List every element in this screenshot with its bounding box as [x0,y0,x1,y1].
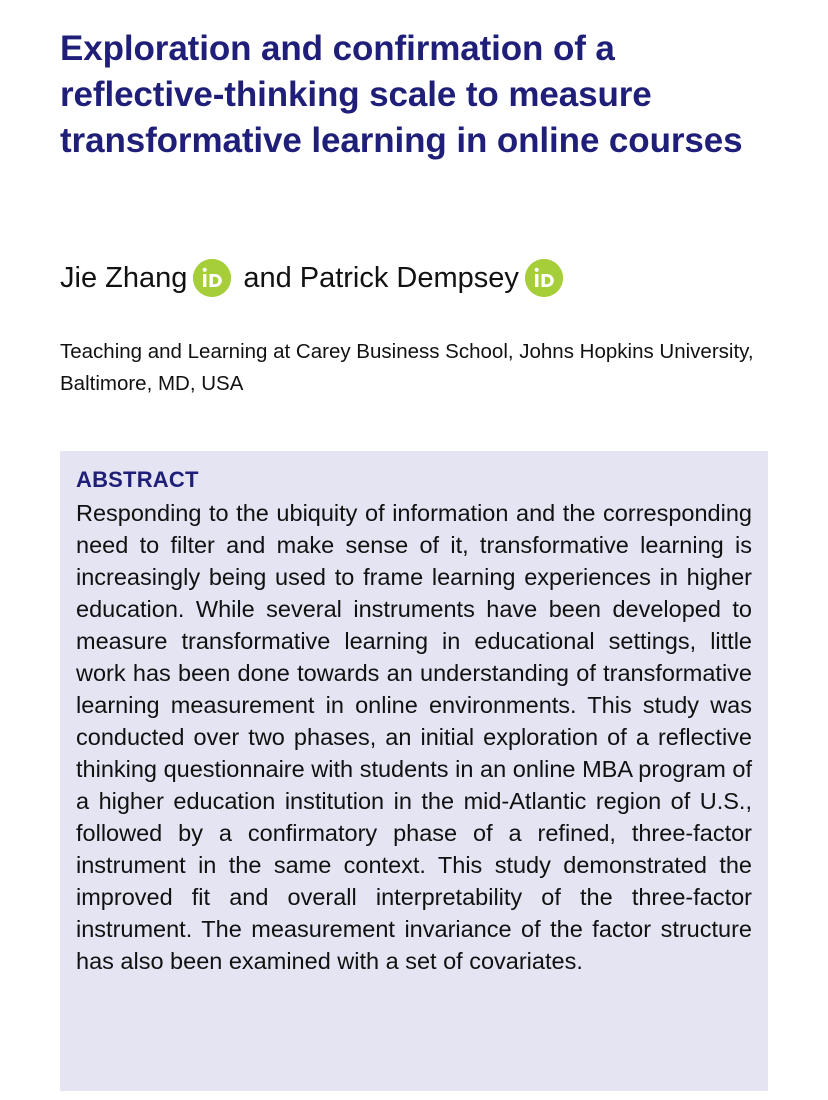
author-name-1: Jie Zhang [60,261,188,294]
abstract-body: Responding to the ubiquity of information and the corresponding need to filter and make sense of it, transformative learning is increasingly being used to frame learning experiences in higher education. While several instruments have been developed to measure transformative learning in educational settings, little work has been done towards an understanding of transformative learning measurement in online environments. This study was conducted over two phases, an initial exploration of a reflective thinking questionnaire with students in an online MBA program of a higher education institution in the mid-Atlantic region of U.S., followed by a confirmatory phase of a refined, three-factor instrument in the same context. This study demonstrated the improved fit and overall interpretability of the three-factor instrument. The measurement invariance of the factor structure has also been examined with a set of covariates. [76,500,752,974]
abstract-section [60,451,768,1091]
orcid-icon[interactable] [525,259,563,297]
author-list [60,258,575,298]
article-title: Exploration and confirmation of a reflective-thinking scale to measure transformative learning in online courses [60,29,743,160]
author-affiliation: Teaching and Learning at Carey Business School, Johns Hopkins University, Baltimore, MD, USA [60,340,754,395]
orcid-icon[interactable] [193,259,231,297]
orcid-glyph [193,259,231,297]
orcid-glyph [525,259,563,297]
author-name-2: Patrick Dempsey [299,261,519,294]
author-connector: and [243,261,292,294]
abstract-heading: ABSTRACT [76,467,199,492]
